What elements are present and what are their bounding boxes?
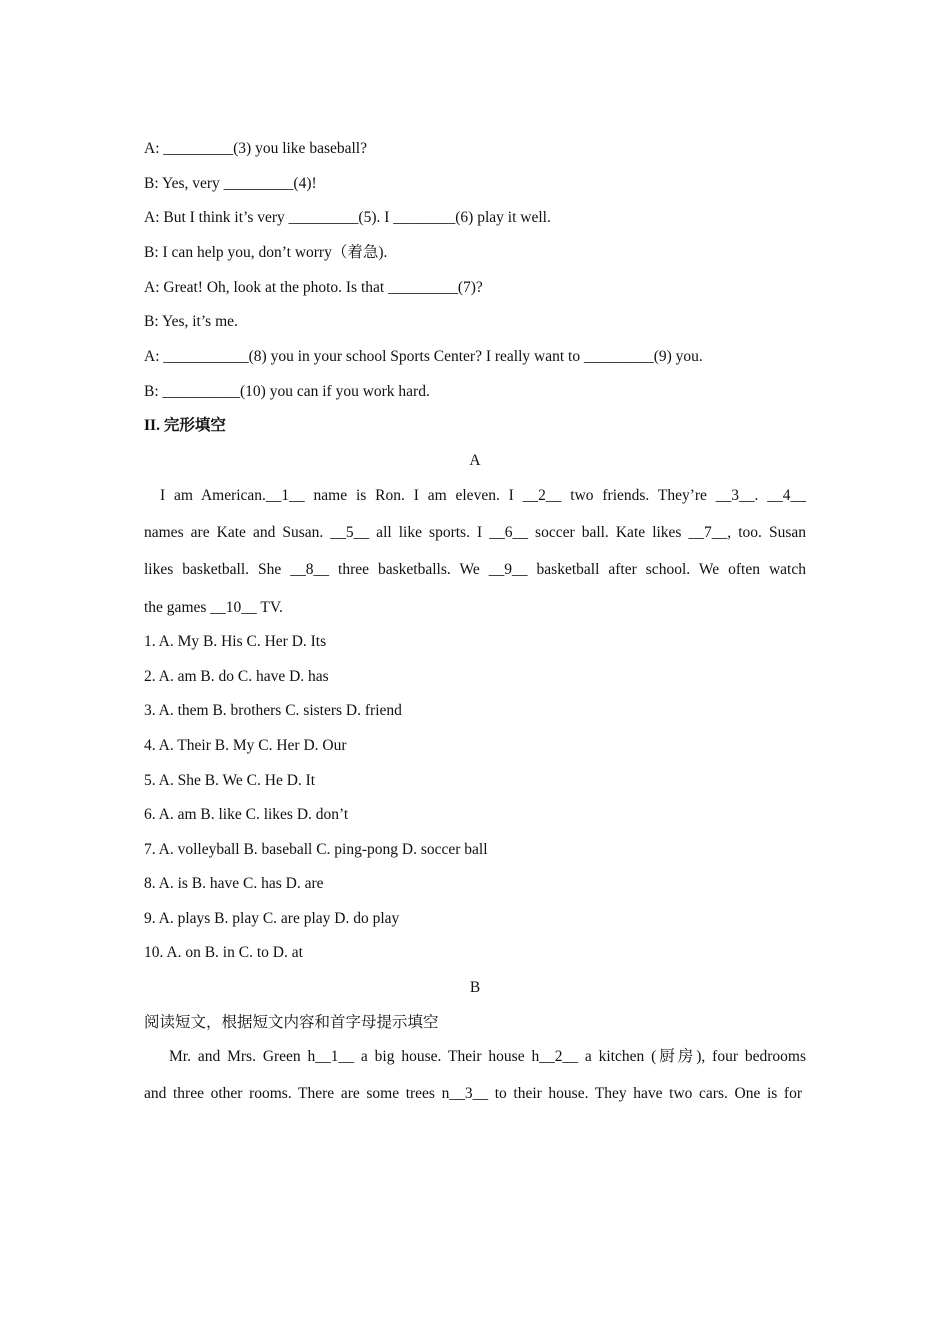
section-heading: II. 完形填空 <box>144 417 226 434</box>
option-line: 5. A. She B. We C. He D. It <box>144 772 316 789</box>
option-line: 3. A. them B. brothers C. sisters D. friend <box>144 702 402 719</box>
passage-a-label: A <box>469 452 481 469</box>
option-line: 7. A. volleyball B. baseball C. ping-pong D. soccer ball <box>144 841 488 858</box>
dialogue-line: B: __________(10) you can if you work hard. <box>144 383 430 400</box>
dialogue-line: A: But I think it’s very _________(5). I ________(6) play it well. <box>144 209 551 226</box>
dialogue-line: B: I can help you, don’t worry（着急). <box>144 244 388 261</box>
passage-b-instruction: 阅读短文，根据短文内容和首字母提示填空 <box>144 1014 439 1031</box>
passage-a-line: the games __10__ TV. <box>144 599 283 616</box>
option-line: 6. A. am B. like C. likes D. don’t <box>144 806 349 823</box>
passage-b-label: B <box>469 979 481 996</box>
option-line: 1. A. My B. His C. Her D. Its <box>144 633 327 650</box>
option-line: 8. A. is B. have C. has D. are <box>144 875 324 892</box>
passage-a-line: names are Kate and Susan. __5__ all like sports. I __6__ soccer ball. Kate likes __7__, too. Susan <box>144 524 806 541</box>
passage-b-line: and three other rooms. There are some trees n__3__ to their house. They have two cars. One is for <box>144 1085 802 1102</box>
option-line: 2. A. am B. do C. have D. has <box>144 668 329 685</box>
passage-a-line: likes basketball. She __8__ three basketballs. We __9__ basketball after school. We often watch <box>144 561 806 578</box>
dialogue-line: A: _________(3) you like baseball? <box>144 140 367 157</box>
option-line: 10. A. on B. in C. to D. at <box>144 944 303 961</box>
passage-b-line: Mr. and Mrs. Green h__1__ a big house. Their house h__2__ a kitchen (厨房), four bedrooms <box>169 1048 806 1065</box>
dialogue-line: B: Yes, it’s me. <box>144 313 238 330</box>
option-line: 9. A. plays B. play C. are play D. do play <box>144 910 400 927</box>
passage-a-line: I am American.__1__ name is Ron. I am eleven. I __2__ two friends. They’re __3__. __4__ <box>160 487 806 504</box>
dialogue-line: A: Great! Oh, look at the photo. Is that _________(7)? <box>144 279 483 296</box>
option-line: 4. A. Their B. My C. Her D. Our <box>144 737 347 754</box>
dialogue-line: A: ___________(8) you in your school Sports Center? I really want to _________(9) you. <box>144 348 703 365</box>
dialogue-line: B: Yes, very _________(4)! <box>144 175 317 192</box>
